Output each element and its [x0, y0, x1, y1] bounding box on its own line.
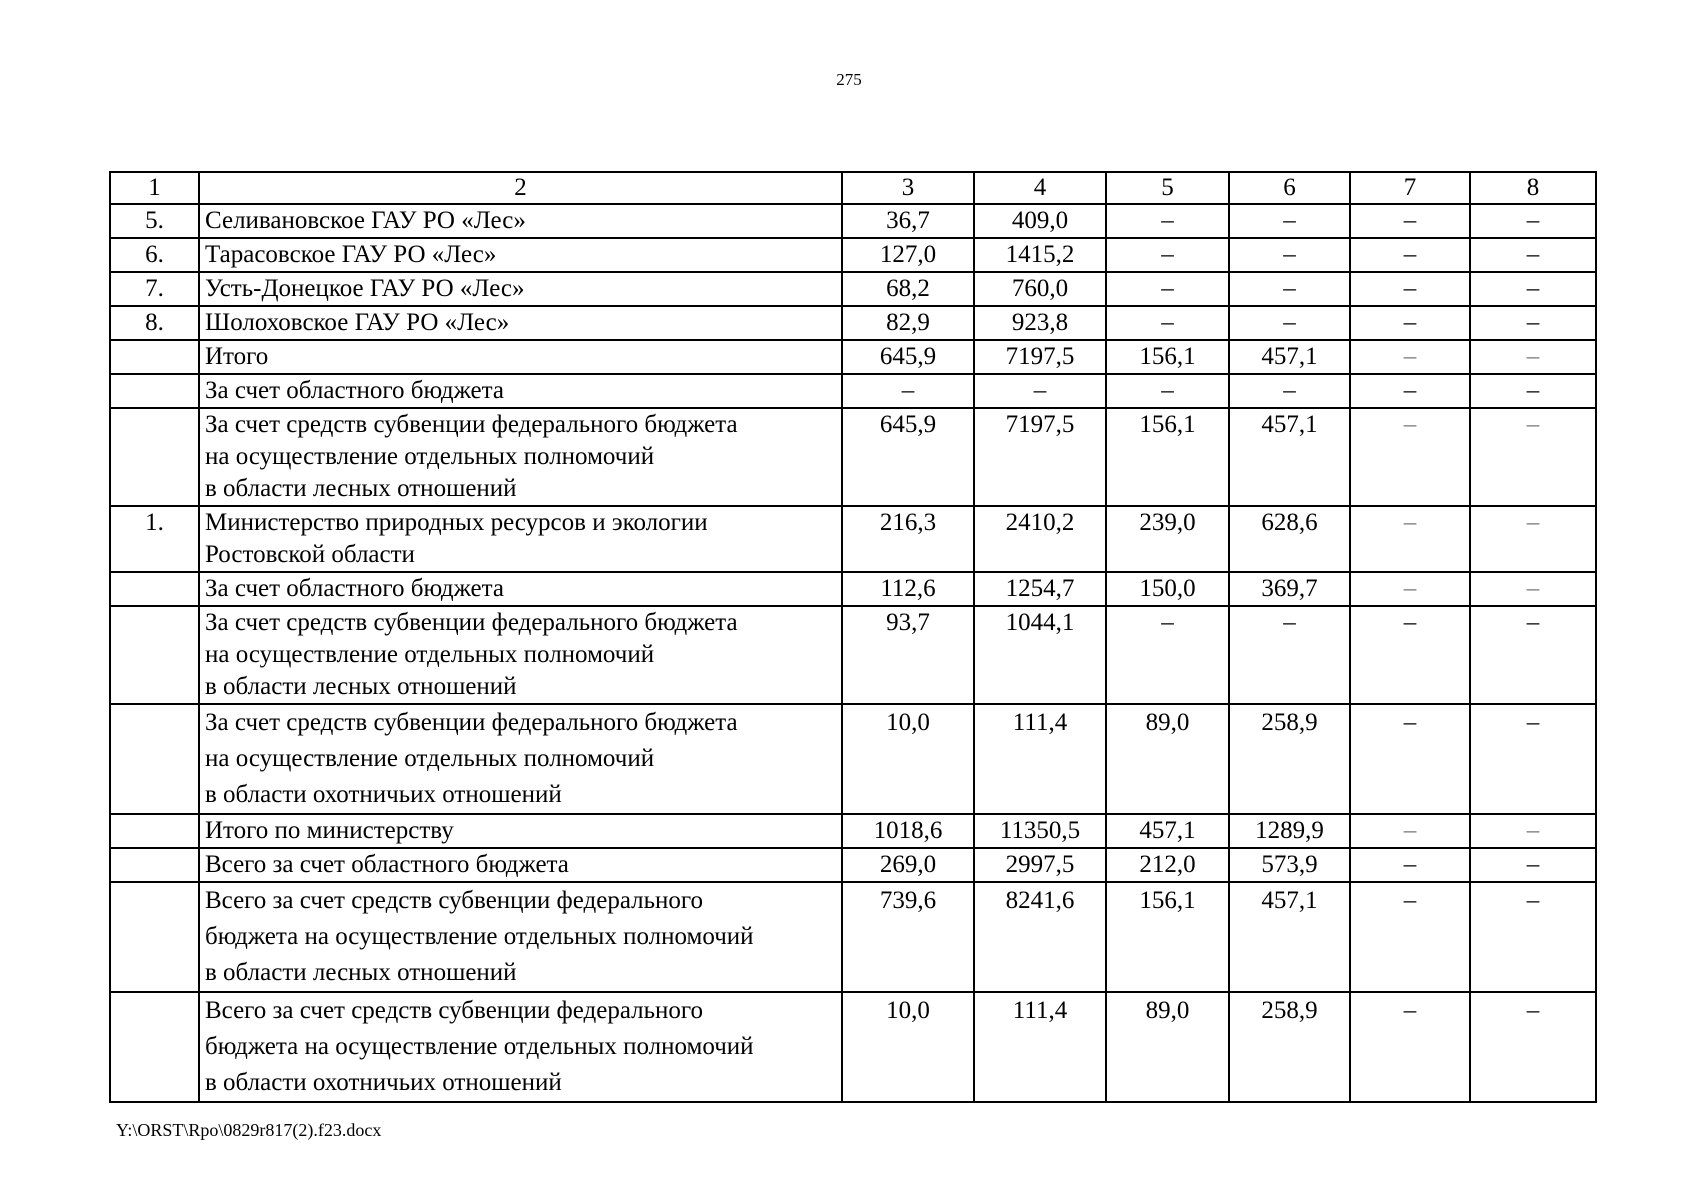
row-name-cell — [199, 340, 842, 374]
value-cell: 127,0 — [842, 238, 974, 272]
table-row — [110, 506, 1596, 572]
row-number-cell: 5. — [110, 204, 199, 238]
value-cell: 2997,5 — [974, 848, 1106, 882]
row-name-cell — [199, 506, 842, 572]
row-number-cell — [110, 704, 199, 814]
row-name-cell — [199, 848, 842, 882]
column-number: 3 — [842, 172, 974, 204]
table-row — [110, 204, 1596, 238]
value-cell: 923,8 — [974, 306, 1106, 340]
value-cell: – — [1229, 306, 1350, 340]
column-number-row — [110, 172, 1596, 204]
row-number-cell: 8. — [110, 306, 199, 340]
row-number-cell — [110, 606, 199, 704]
row-number-cell — [110, 814, 199, 848]
value-cell: 645,9 — [842, 408, 974, 506]
value-cell: – — [1470, 340, 1596, 374]
value-cell: 258,9 — [1229, 992, 1350, 1102]
value-cell: 1289,9 — [1229, 814, 1350, 848]
row-name-line: За счет средств субвенции федерального бюджета — [205, 709, 738, 736]
row-number-cell: 7. — [110, 272, 199, 306]
value-cell: – — [1229, 374, 1350, 408]
table-row — [110, 882, 1596, 992]
value-cell: – — [1470, 374, 1596, 408]
row-name-line: Всего за счет средств субвенции федерального — [205, 887, 704, 914]
value-cell: 1415,2 — [974, 238, 1106, 272]
value-cell: 212,0 — [1106, 848, 1229, 882]
value-cell: – — [1106, 238, 1229, 272]
row-name-line: бюджета на осуществление отдельных полномочий — [205, 923, 754, 950]
table-row — [110, 992, 1596, 1102]
value-cell: 82,9 — [842, 306, 974, 340]
value-cell: 369,7 — [1229, 572, 1350, 606]
table-row — [110, 272, 1596, 306]
row-name-line: За счет областного бюджета — [205, 575, 504, 602]
row-name-line: в области лесных отношений — [205, 475, 517, 502]
value-cell: – — [842, 374, 974, 408]
value-cell: – — [1350, 408, 1470, 506]
row-name-line: в области охотничьих отношений — [205, 1069, 562, 1096]
value-cell: 10,0 — [842, 992, 974, 1102]
value-cell: – — [1350, 848, 1470, 882]
row-name-line: в области охотничьих отношений — [205, 781, 562, 808]
value-cell: – — [1350, 238, 1470, 272]
value-cell: 93,7 — [842, 606, 974, 704]
value-cell: – — [1106, 306, 1229, 340]
value-cell: – — [1470, 272, 1596, 306]
value-cell: – — [1470, 572, 1596, 606]
value-cell: 216,3 — [842, 506, 974, 572]
row-number-cell — [110, 374, 199, 408]
value-cell: – — [1470, 814, 1596, 848]
row-name-cell — [199, 882, 842, 992]
value-cell: 258,9 — [1229, 704, 1350, 814]
value-cell: – — [1350, 992, 1470, 1102]
row-name-line: Тарасовское ГАУ РО «Лес» — [205, 241, 497, 268]
value-cell: – — [1350, 882, 1470, 992]
value-cell: – — [1229, 238, 1350, 272]
value-cell: 1018,6 — [842, 814, 974, 848]
value-cell: – — [1470, 992, 1596, 1102]
value-cell: 156,1 — [1106, 882, 1229, 992]
column-number: 4 — [974, 172, 1106, 204]
value-cell: – — [1229, 272, 1350, 306]
value-cell: 457,1 — [1106, 814, 1229, 848]
value-cell: 1254,7 — [974, 572, 1106, 606]
row-name-cell — [199, 204, 842, 238]
column-number: 2 — [199, 172, 842, 204]
value-cell: 457,1 — [1229, 882, 1350, 992]
value-cell: 2410,2 — [974, 506, 1106, 572]
value-cell: 11350,5 — [974, 814, 1106, 848]
row-name-cell — [199, 704, 842, 814]
value-cell: – — [1470, 704, 1596, 814]
row-name-cell — [199, 374, 842, 408]
row-name-line: Шолоховское ГАУ РО «Лес» — [205, 309, 510, 336]
value-cell: 7197,5 — [974, 340, 1106, 374]
value-cell: 739,6 — [842, 882, 974, 992]
value-cell: 111,4 — [974, 704, 1106, 814]
value-cell: – — [1350, 374, 1470, 408]
value-cell: 111,4 — [974, 992, 1106, 1102]
value-cell: – — [1350, 306, 1470, 340]
column-number: 7 — [1350, 172, 1470, 204]
row-name-line: Усть-Донецкое ГАУ РО «Лес» — [205, 275, 525, 302]
row-name-line: на осуществление отдельных полномочий — [205, 443, 655, 470]
table-row — [110, 340, 1596, 374]
table-row — [110, 238, 1596, 272]
table-row — [110, 572, 1596, 606]
value-cell: – — [1350, 272, 1470, 306]
table-row — [110, 814, 1596, 848]
value-cell: – — [974, 374, 1106, 408]
column-number: 8 — [1470, 172, 1596, 204]
row-name-line: в области лесных отношений — [205, 673, 517, 700]
value-cell: – — [1470, 204, 1596, 238]
row-name-cell — [199, 572, 842, 606]
value-cell: 89,0 — [1106, 992, 1229, 1102]
row-name-line: в области лесных отношений — [205, 959, 517, 986]
value-cell: 1044,1 — [974, 606, 1106, 704]
row-number-cell — [110, 992, 199, 1102]
row-name-line: Министерство природных ресурсов и экологии — [205, 509, 708, 536]
value-cell: 8241,6 — [974, 882, 1106, 992]
row-name-cell — [199, 992, 842, 1102]
column-number: 5 — [1106, 172, 1229, 204]
table-row — [110, 408, 1596, 506]
value-cell: – — [1106, 374, 1229, 408]
column-number: 6 — [1229, 172, 1350, 204]
row-name-line: Ростовской области — [205, 541, 415, 568]
value-cell: 150,0 — [1106, 572, 1229, 606]
value-cell: 409,0 — [974, 204, 1106, 238]
row-number-cell — [110, 848, 199, 882]
row-name-line: на осуществление отдельных полномочий — [205, 745, 655, 772]
data-table — [109, 171, 1597, 1103]
value-cell: 68,2 — [842, 272, 974, 306]
row-name-cell — [199, 306, 842, 340]
row-name-cell — [199, 272, 842, 306]
value-cell: 10,0 — [842, 704, 974, 814]
table-row — [110, 848, 1596, 882]
row-number-cell: 1. — [110, 506, 199, 572]
row-name-line: Итого — [205, 343, 269, 370]
row-number-cell — [110, 882, 199, 992]
value-cell: 89,0 — [1106, 704, 1229, 814]
value-cell: – — [1470, 408, 1596, 506]
row-name-line: За счет средств субвенции федерального бюджета — [205, 609, 738, 636]
row-name-line: на осуществление отдельных полномочий — [205, 641, 655, 668]
value-cell: – — [1470, 506, 1596, 572]
row-name-line: Селивановское ГАУ РО «Лес» — [205, 207, 526, 234]
table-row — [110, 374, 1596, 408]
value-cell: – — [1350, 704, 1470, 814]
value-cell: 36,7 — [842, 204, 974, 238]
value-cell: 156,1 — [1106, 340, 1229, 374]
value-cell: – — [1229, 204, 1350, 238]
table-row — [110, 704, 1596, 814]
value-cell: – — [1470, 238, 1596, 272]
page-number: 275 — [836, 70, 862, 89]
row-name-cell — [199, 408, 842, 506]
value-cell: 645,9 — [842, 340, 974, 374]
value-cell: 628,6 — [1229, 506, 1350, 572]
value-cell: – — [1350, 506, 1470, 572]
column-number: 1 — [110, 172, 199, 204]
row-name-line: Всего за счет областного бюджета — [205, 851, 569, 878]
value-cell: – — [1106, 204, 1229, 238]
value-cell: – — [1470, 848, 1596, 882]
value-cell: – — [1350, 572, 1470, 606]
value-cell: 239,0 — [1106, 506, 1229, 572]
file-path: Y:\ORST\Rpo\0829r817(2).f23.docx — [116, 1120, 382, 1140]
value-cell: 457,1 — [1229, 408, 1350, 506]
value-cell: – — [1470, 882, 1596, 992]
row-name-line: За счет средств субвенции федерального бюджета — [205, 411, 738, 438]
table-row — [110, 306, 1596, 340]
row-name-line: бюджета на осуществление отдельных полномочий — [205, 1033, 754, 1060]
value-cell: – — [1470, 306, 1596, 340]
row-number-cell — [110, 572, 199, 606]
row-name-line: Итого по министерству — [205, 817, 454, 844]
row-name-line: Всего за счет средств субвенции федерального — [205, 997, 704, 1024]
table-row — [110, 606, 1596, 704]
row-name-line: За счет областного бюджета — [205, 377, 504, 404]
value-cell: – — [1470, 606, 1596, 704]
value-cell: – — [1106, 606, 1229, 704]
row-number-cell — [110, 408, 199, 506]
value-cell: – — [1350, 340, 1470, 374]
row-number-cell — [110, 340, 199, 374]
value-cell: 457,1 — [1229, 340, 1350, 374]
table-body — [110, 172, 1596, 1102]
value-cell: 112,6 — [842, 572, 974, 606]
row-name-cell — [199, 606, 842, 704]
value-cell: 7197,5 — [974, 408, 1106, 506]
value-cell: – — [1106, 272, 1229, 306]
row-number-cell: 6. — [110, 238, 199, 272]
value-cell: 573,9 — [1229, 848, 1350, 882]
value-cell: – — [1350, 814, 1470, 848]
row-name-cell — [199, 814, 842, 848]
value-cell: – — [1350, 606, 1470, 704]
value-cell: 760,0 — [974, 272, 1106, 306]
value-cell: 269,0 — [842, 848, 974, 882]
value-cell: – — [1229, 606, 1350, 704]
value-cell: – — [1350, 204, 1470, 238]
value-cell: 156,1 — [1106, 408, 1229, 506]
row-name-cell — [199, 238, 842, 272]
